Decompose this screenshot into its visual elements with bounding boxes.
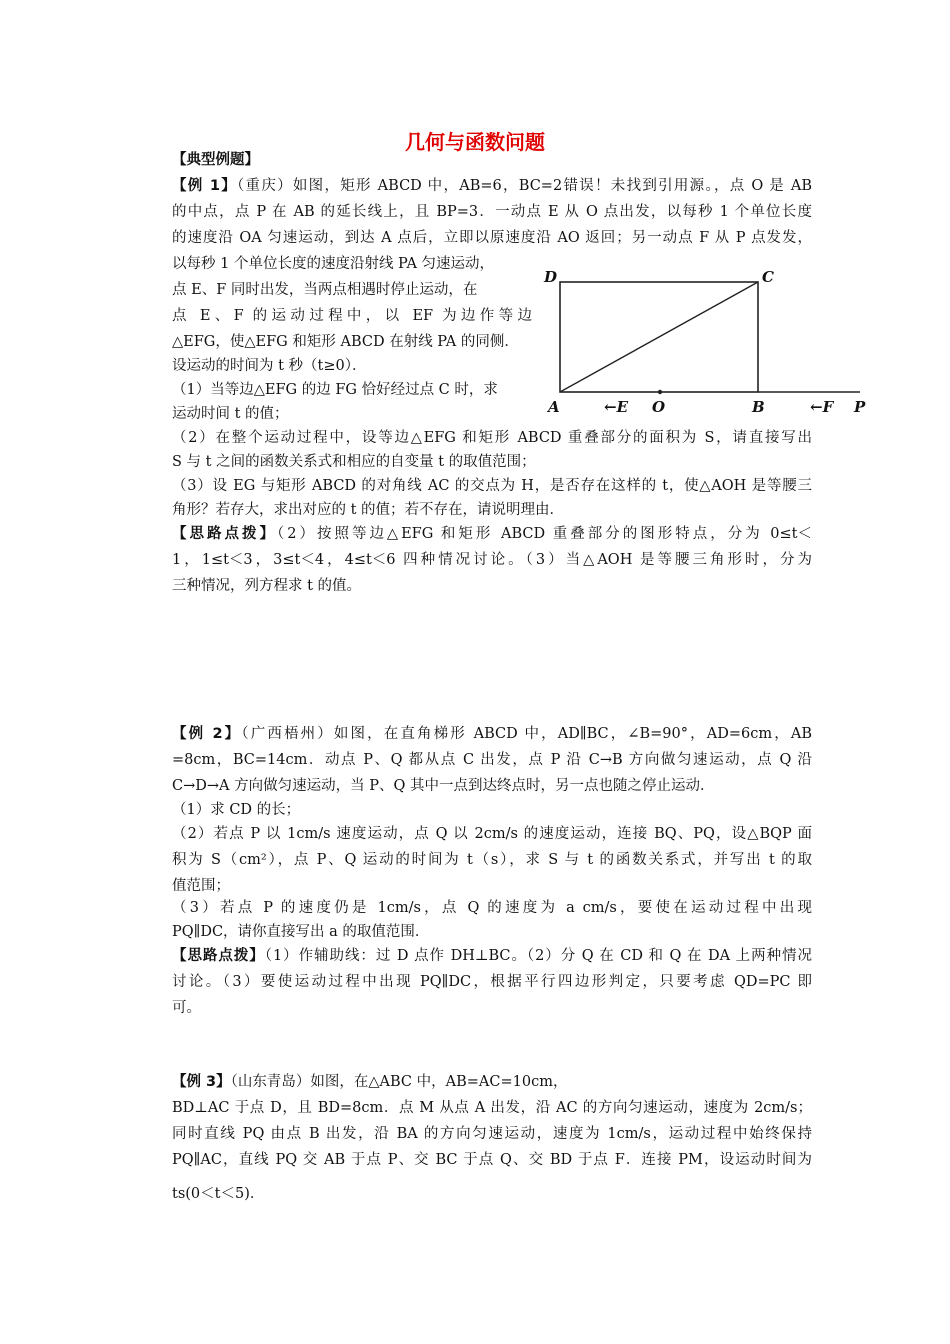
ex1-line-1: 【例 1】（重庆）如图，矩形 ABCD 中，AB=6，BC=2错误！未找到引用源。，点 O 是 AB bbox=[172, 178, 812, 194]
ex2-line-5: （2）若点 P 以 1cm/s 速度运动，点 Q 以 2cm/s 的速度运动，连接 BQ、PQ，设△BQP 面 bbox=[172, 826, 812, 842]
ex1-line-10: 运动时间 t 的值； bbox=[172, 406, 289, 422]
ex2-line-3: C→D→A 方向做匀速运动，当 P、Q 其中一点到达终点时，另一点也随之停止运动． bbox=[172, 778, 715, 794]
ex2-hint-line-3: 可。 bbox=[172, 1000, 201, 1016]
ex2-line-4: （1）求 CD 的长； bbox=[172, 802, 301, 818]
ex2-hint-line-1: 【思路点拨】（1）作辅助线：过 D 点作 DH⊥BC。（2）分 Q 在 CD 和 Q 在 DA 上两种情况 bbox=[172, 948, 813, 964]
ex1-line-4: 以每秒 1 个单位长度的速度沿射线 PA 匀速运动， bbox=[172, 256, 495, 272]
ex2-line-7: 值范围； bbox=[172, 878, 230, 894]
ex1-line-11: （2）在整个运动过程中，设等边△EFG 和矩形 ABCD 重叠部分的面积为 S，请直接写出 bbox=[172, 430, 812, 446]
label-d: D bbox=[544, 268, 558, 286]
ex1-hint-line-1: 【思路点拨】（2）按照等边△EFG 和矩形 ABCD 重叠部分的图形特点，分为 0≤t＜ bbox=[172, 526, 813, 542]
label-p: P bbox=[854, 398, 866, 416]
ex3-line-4: PQ∥AC，直线 PQ 交 AB 于点 P、交 BC 于点 Q、交 BD 于点 F．连接 PM，设运动时间为 bbox=[172, 1152, 812, 1168]
ex1-line-5: 点 E、F 同时出发，当两点相遇时停止运动，在 bbox=[172, 282, 478, 298]
ex1-line-14: 角形？若存大，求出对应的 t 的值；若不存在，请说明理由． bbox=[172, 502, 565, 518]
ex1-line-9: （1）当等边△EFG 的边 FG 恰好经过点 C 时，求 bbox=[172, 382, 498, 398]
ex2-line-9: PQ∥DC，请你直接写出 a 的取值范围． bbox=[172, 924, 430, 940]
ex1-line-13: （3）设 EG 与矩形 ABCD 的对角线 AC 的交点为 H，是否存在这样的 t，使△AOH 是等腰三 bbox=[172, 478, 812, 494]
ex1-line-3: 的速度沿 OA 匀速运动，到达 A 点后，立即以原速度沿 AO 返回；另一动点 F 从 P 点发发， bbox=[172, 230, 812, 246]
ex1-line-7: △EFG，使△EFG 和矩形 ABCD 在射线 PA 的同侧． bbox=[172, 334, 519, 350]
ex1-hint-line-2: 1，1≤t＜3，3≤t＜4，4≤t＜6 四种情况讨论。（3）当△AOH 是等腰三角形时，分为 bbox=[172, 552, 812, 568]
ex2-line-8: （3）若点 P 的速度仍是 1cm/s，点 Q 的速度为 a cm/s，要使在运动过程中出现 bbox=[172, 900, 812, 916]
label-a: A bbox=[548, 398, 560, 416]
label-o: O bbox=[652, 398, 666, 416]
label-f: ←F bbox=[810, 398, 834, 416]
ex3-tag: 【例 3】 bbox=[172, 1074, 231, 1090]
rectangle-diagram bbox=[540, 266, 880, 418]
ex3-line-1: 【例 3】（山东青岛）如图，在△ABC 中，AB=AC=10cm， bbox=[172, 1074, 568, 1090]
ex2-line-1: 【例 2】（广西梧州）如图，在直角梯形 ABCD 中，AD∥BC，∠B=90°，AD=6cm，AB bbox=[172, 726, 813, 742]
page-title: 几何与函数问题 bbox=[405, 130, 545, 154]
ex3-line-3: 同时直线 PQ 由点 B 出发，沿 BA 的方向匀速运动，速度为 1cm/s，运动过程中始终保持 bbox=[172, 1126, 812, 1142]
point-o-dot bbox=[658, 390, 662, 394]
label-b: B bbox=[752, 398, 765, 416]
ex2-tag: 【例 2】 bbox=[172, 726, 242, 742]
label-c: C bbox=[762, 268, 774, 286]
ex1-line-2: 的中点，点 P 在 AB 的延长线上，且 BP=3．一动点 E 从 O 点出发，以每秒 1 个单位长度 bbox=[172, 204, 812, 220]
ex1-line-6: 点 E、F 的运动过程中，以 EF 为边作等边 bbox=[172, 308, 532, 324]
ex1-hint-tag: 【思路点拨】 bbox=[172, 526, 277, 542]
diagonal-ac bbox=[560, 282, 758, 392]
ex1-line-12: S 与 t 之间的函数关系式和相应的自变量 t 的取值范围； bbox=[172, 454, 536, 470]
ex3-line-5: ts(0＜t＜5)． bbox=[172, 1186, 265, 1202]
ex1-hint-line-3: 三种情况，列方程求 t 的值。 bbox=[172, 578, 362, 594]
ex1-line-8: 设运动的时间为 t 秒（t≥0）． bbox=[172, 358, 367, 374]
ex2-line-2: =8cm，BC=14cm．动点 P、Q 都从点 C 出发，点 P 沿 C→B 方向做匀速运动，点 Q 沿 bbox=[172, 752, 812, 768]
ex2-line-6: 积为 S（cm²），点 P、Q 运动的时间为 t（s），求 S 与 t 的函数关系式，并写出 t 的取 bbox=[172, 852, 812, 868]
ex2-hint-line-2: 讨论。（3）要使运动过程中出现 PQ∥DC，根据平行四边形判定，只要考虑 QD=PC 即 bbox=[172, 974, 812, 990]
section-heading: 【典型例题】 bbox=[172, 152, 259, 168]
ex2-hint-tag: 【思路点拨】 bbox=[172, 948, 265, 964]
ex3-line-2: BD⊥AC 于点 D，且 BD=8cm．点 M 从点 A 出发，沿 AC 的方向匀速运动，速度为 2cm/s； bbox=[172, 1100, 812, 1116]
ex1-tag: 【例 1】 bbox=[172, 178, 238, 194]
label-e: ←E bbox=[604, 398, 629, 416]
